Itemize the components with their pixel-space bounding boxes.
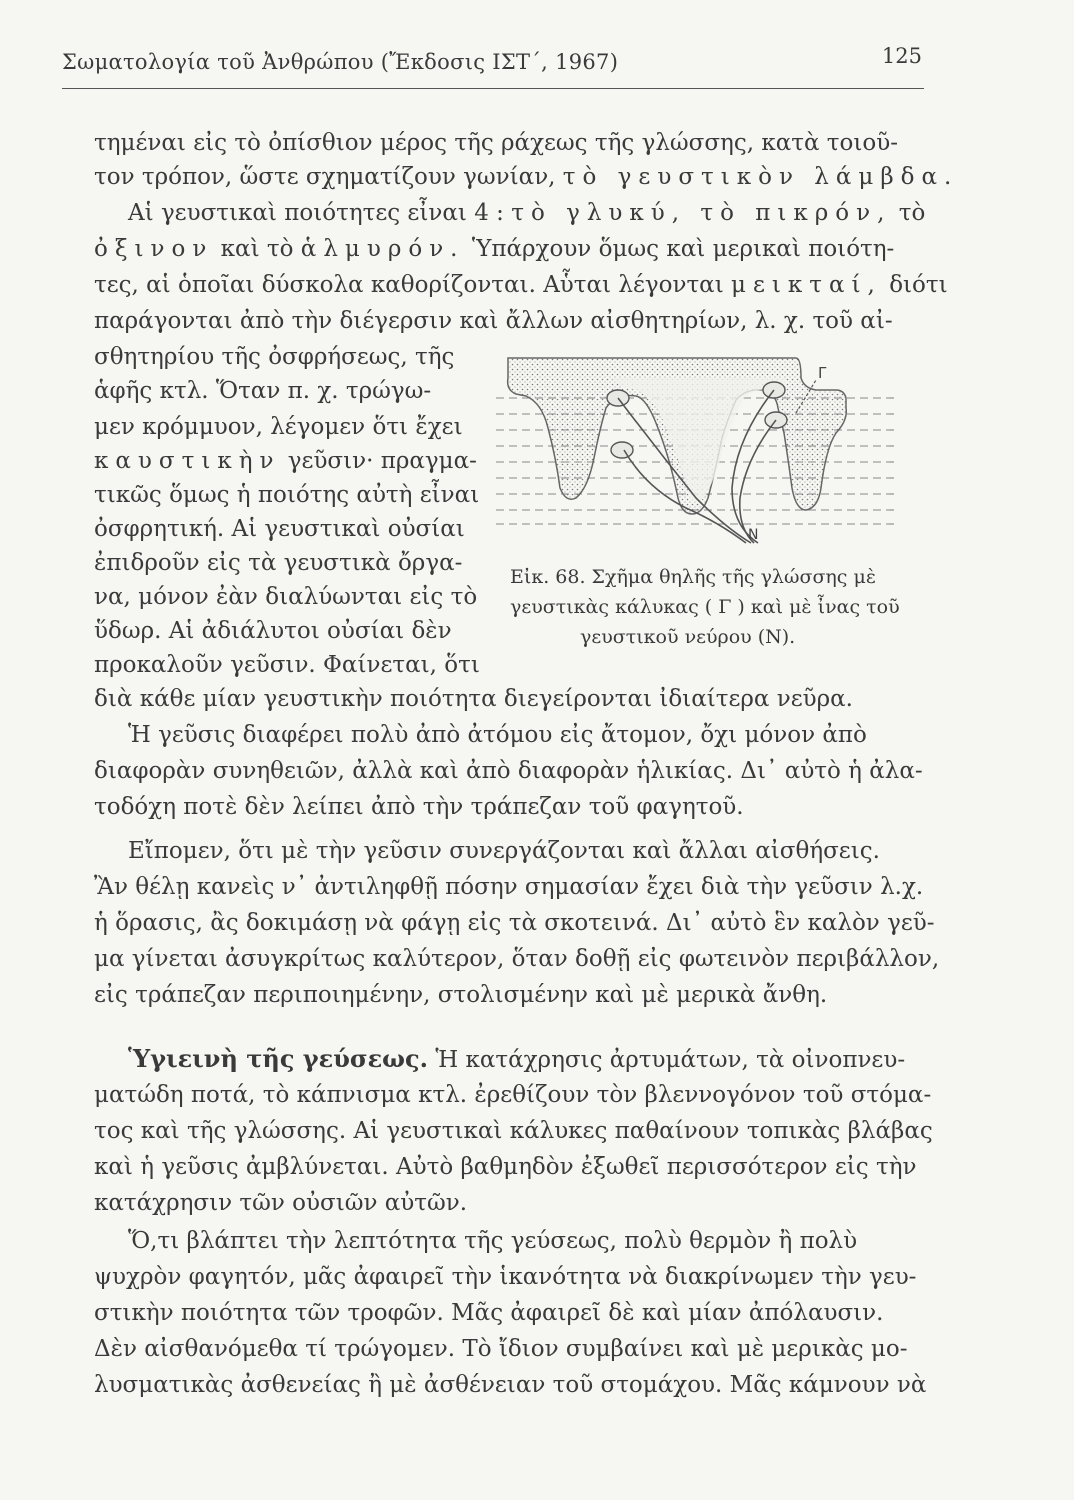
text-line: ἡ ὅρασις, ἂς δοκιμάσῃ νὰ φάγῃ εἰς τὰ σκοτεινά. Δι᾽ αὐτὸ ἓν καλὸν γεῦ- xyxy=(94,910,935,936)
text-line: εἰς τράπεζαν περιποιημένην, στολισμένην καὶ μὲ μερικὰ ἄνθη. xyxy=(94,982,828,1008)
emphasis-term: ὀξινον xyxy=(94,236,214,262)
text-line: Εἴπομεν, ὅτι μὲ τὴν γεῦσιν συνεργάζονται καὶ ἄλλαι αἰσθήσεις. xyxy=(128,838,880,864)
text-line: παράγονται ἀπὸ τὴν διέγερσιν καὶ ἄλλων αἰσθητηρίων, λ. χ. τοῦ αἰ- xyxy=(94,308,893,334)
text-line: ἐπιδροῦν εἰς τὰ γευστικὰ ὄργα- xyxy=(94,550,463,576)
label-n: N xyxy=(748,527,759,543)
emphasis-term: τὸ γευστικὸν λάμβδα. xyxy=(562,164,959,190)
text-line: Αἱ γευστικαὶ ποιότητες εἶναι 4 : τὸ γλυκύ, τὸ πικρόν, τὸ xyxy=(128,200,926,226)
papilla-diagram xyxy=(496,338,906,548)
running-title: Σωματολογία τοῦ Ἀνθρώπου (Ἔκδοσις ΙΣΤ΄, 1967) xyxy=(62,50,619,74)
text-line: κατάχρησιν τῶν οὐσιῶν αὐτῶν. xyxy=(94,1190,468,1216)
text-line: μεν κρόμμυον, λέγομεν ὅτι ἔχει xyxy=(94,414,463,440)
text-line: στικὴν ποιότητα τῶν τροφῶν. Μᾶς ἀφαιρεῖ δὲ καὶ μίαν ἀπόλαυσιν. xyxy=(94,1300,884,1326)
figure-caption-line: γευστικὰς κάλυκας ( Γ ) καὶ μὲ ἶνας τοῦ xyxy=(510,596,900,618)
text-line: καυστικὴν γεῦσιν· πραγμα- xyxy=(94,448,477,474)
text-line: Ἡ γεῦσις διαφέρει πολὺ ἀπὸ ἀτόμου εἰς ἄτομον, ὄχι μόνον ἀπὸ xyxy=(128,722,867,748)
emphasis-term: τὸ γλυκύ, τὸ πικρόν, xyxy=(511,200,892,226)
text-line: μα γίνεται ἀσυγκρίτως καλύτερον, ὅταν δοθῇ εἰς φωτεινὸν περιβάλλον, xyxy=(94,946,940,972)
text-line: Ὑγιεινὴ τῆς γεύσεως. Ἡ κατάχρησις ἀρτυμάτων, τὰ οἰνοπνευ- xyxy=(128,1044,906,1073)
text-line: τημέναι εἰς τὸ ὀπίσθιον μέρος τῆς ράχεως τῆς γλώσσης, κατὰ τοιοῦ- xyxy=(94,130,899,156)
text-line: προκαλοῦν γεῦσιν. Φαίνεται, ὅτι xyxy=(94,652,480,678)
text-line: τον τρόπον, ὥστε σχηματίζουν γωνίαν, τὸ γευστικὸν λάμβδα. xyxy=(94,164,959,190)
text-line: καὶ ἡ γεῦσις ἀμβλύνεται. Αὐτὸ βαθμηδὸν ἐξωθεῖ περισσότερον εἰς τὴν xyxy=(94,1154,917,1180)
emphasis-term: ἁλμυρόν. xyxy=(300,236,465,262)
text-line: Δὲν αἰσθανόμεθα τί τρώγομεν. Τὸ ἴδιον συμβαίνει καὶ μὲ μερικὰς μο- xyxy=(94,1336,908,1362)
text-line: Ἂν θέλῃ κανεὶς ν᾽ ἀντιληφθῇ πόσην σημασίαν ἔχει διὰ τὴν γεῦσιν λ.χ. xyxy=(94,874,924,900)
text-line: ὀσφρητική. Αἱ γευστικαὶ οὐσίαι xyxy=(94,516,465,542)
figure-caption-line: γευστικοῦ νεύρου (N). xyxy=(580,626,796,648)
page-number: 125 xyxy=(881,44,922,68)
text-line: διὰ κάθε μίαν γευστικὴν ποιότητα διεγείρονται ἰδιαίτερα νεῦρα. xyxy=(94,686,853,712)
emphasis-term: μεικταί, xyxy=(731,272,882,298)
text-line: ματώδη ποτά, τὸ κάπνισμα κτλ. ἐρεθίζουν τὸν βλεννογόνον τοῦ στόμα- xyxy=(94,1082,932,1108)
text-line: διαφορὰν συνηθειῶν, ἀλλὰ καὶ ἀπὸ διαφορὰν ἡλικίας. Δι᾽ αὐτὸ ἡ ἀλα- xyxy=(94,758,923,784)
tongue-papilla-figure xyxy=(496,338,906,548)
text-line: ὀξινον καὶ τὸ ἁλμυρόν. Ὑπάρχουν ὅμως καὶ μερικαὶ ποιότη- xyxy=(94,236,895,262)
text-line: σθητηρίου τῆς ὀσφρήσεως, τῆς xyxy=(94,344,455,370)
section-heading: Ὑγιεινὴ τῆς γεύσεως. xyxy=(128,1044,428,1073)
emphasis-term: καυστικὴν xyxy=(94,448,281,474)
text-line: τοδόχη ποτὲ δὲν λείπει ἀπὸ τὴν τράπεζαν τοῦ φαγητοῦ. xyxy=(94,794,744,820)
text-line: τικῶς ὅμως ἡ ποιότης αὐτὴ εἶναι xyxy=(94,482,480,508)
text-line: ψυχρὸν φαγητόν, μᾶς ἀφαιρεῖ τὴν ἱκανότητα νὰ διακρίνωμεν τὴν γευ- xyxy=(94,1264,917,1290)
text-line: ἁφῆς κτλ. Ὅταν π. χ. τρώγω- xyxy=(94,378,432,404)
label-gamma: Γ xyxy=(818,364,827,382)
text-line: Ὅ,τι βλάπτει τὴν λεπτότητα τῆς γεύσεως, πολὺ θερμὸν ἢ πολὺ xyxy=(128,1228,858,1254)
running-header xyxy=(62,44,922,84)
text-line: τες, αἱ ὁποῖαι δύσκολα καθορίζονται. Αὗται λέγονται μεικταί, διότι xyxy=(94,272,948,298)
figure-caption-line: Εἰκ. 68. Σχῆμα θηλῆς τῆς γλώσσης μὲ xyxy=(510,566,877,588)
text-line: τος καὶ τῆς γλώσσης. Αἱ γευστικαὶ κάλυκες παθαίνουν τοπικὰς βλάβας xyxy=(94,1118,933,1144)
text-line: λυσματικὰς ἀσθενείας ἢ μὲ ἀσθένειαν τοῦ στομάχου. Μᾶς κάμνουν νὰ xyxy=(94,1372,927,1398)
header-rule xyxy=(62,88,924,89)
text-line: ὕδωρ. Αἱ ἀδιάλυτοι οὐσίαι δὲν xyxy=(94,618,452,644)
text-line: να, μόνον ἐὰν διαλύωνται εἰς τὸ xyxy=(94,584,478,610)
